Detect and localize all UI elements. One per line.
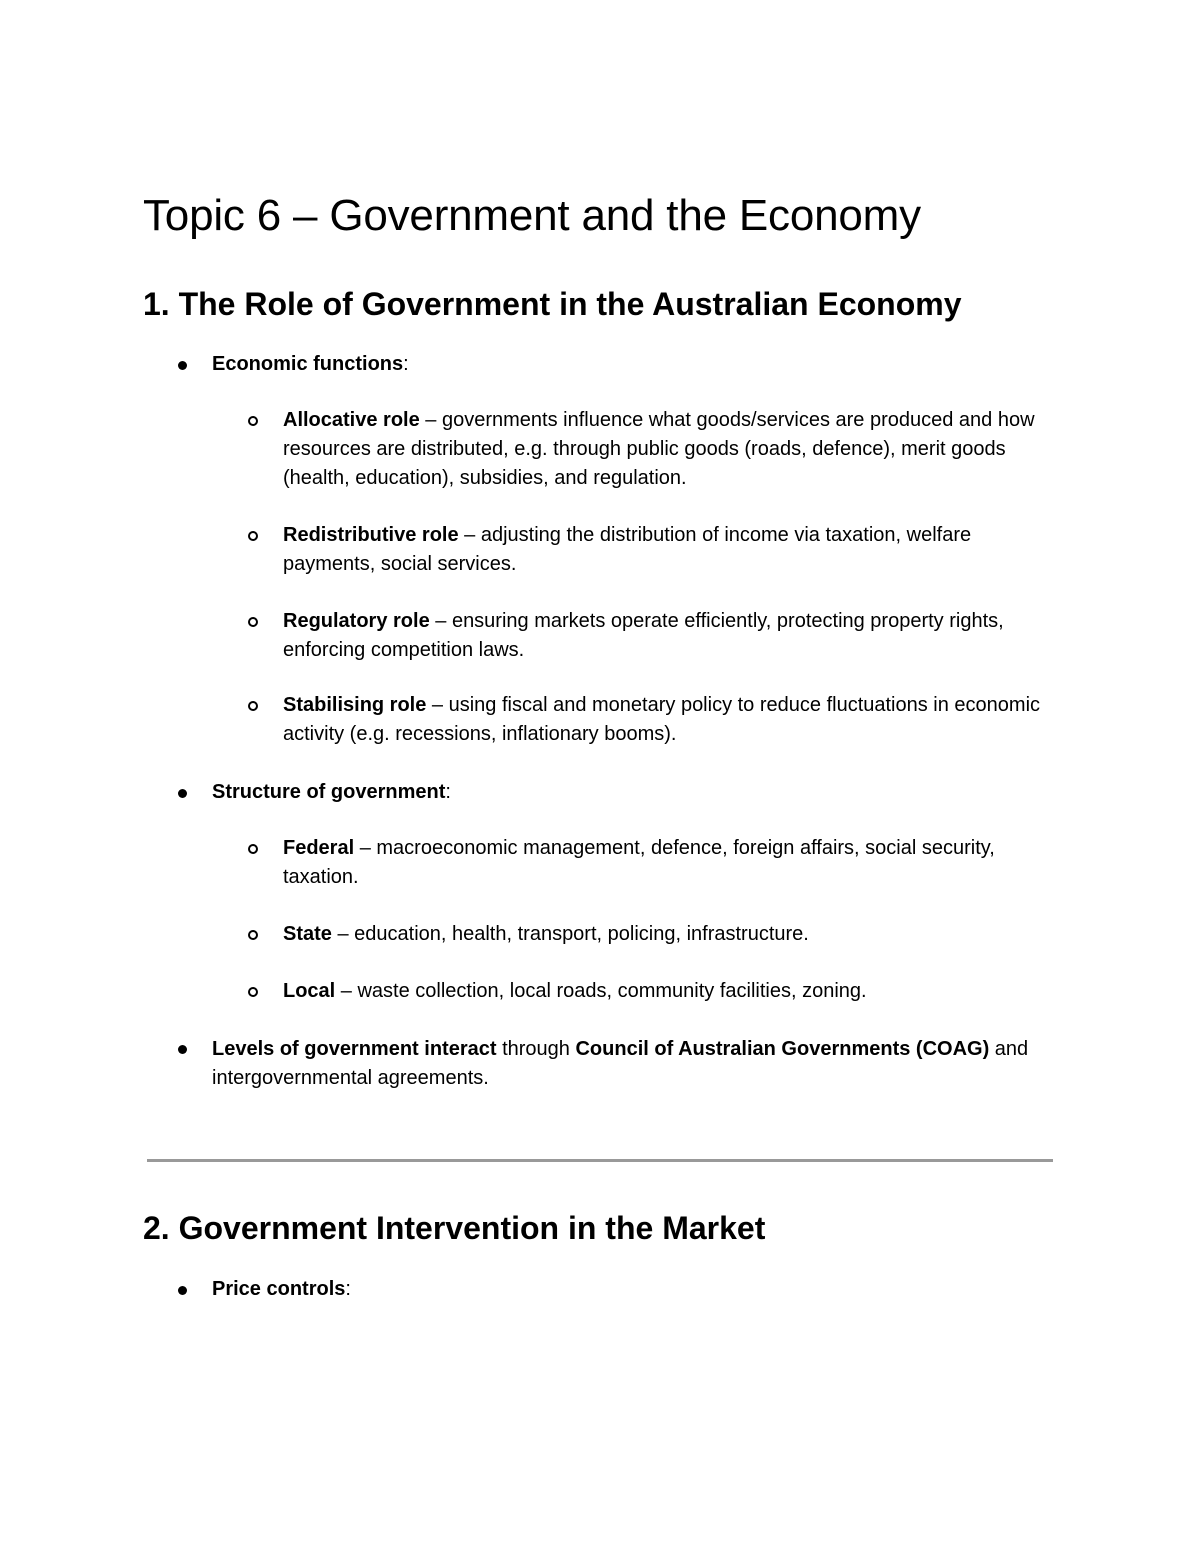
- bullet-icon: [178, 789, 187, 798]
- sub-bullet-icon: [248, 701, 258, 711]
- list-item-redistributive-role: Redistributive role – adjusting the distribution of income via taxation, welfare payments, social services.: [283, 524, 972, 575]
- sub-bullet-icon: [248, 617, 258, 627]
- horizontal-divider: [147, 1159, 1053, 1162]
- sub-bullet-icon: [248, 531, 258, 541]
- economic-functions-label: Economic functions: [212, 353, 404, 375]
- bullet-icon: [178, 1045, 187, 1054]
- list-item-federal: Federal – macroeconomic management, defence, foreign affairs, social security, taxation.: [283, 837, 995, 888]
- list-item-regulatory-role: Regulatory role – ensuring markets operate efficiently, protecting property rights, enforcing competition laws.: [283, 610, 1004, 661]
- bullet-icon: [178, 361, 187, 370]
- list-item-local: Local – waste collection, local roads, community facilities, zoning.: [283, 980, 867, 1002]
- document-title: Topic 6 – Government and the Economy: [143, 191, 921, 240]
- list-item-stabilising-role: Stabilising role – using fiscal and monetary policy to reduce fluctuations in economic activity (e.g. recessions, inflationary booms).: [283, 694, 1041, 745]
- sub-bullet-icon: [248, 416, 258, 426]
- sub-bullet-icon: [248, 930, 258, 940]
- list-item-economic-functions: Economic functions:: [212, 353, 409, 375]
- list-item-structure-of-government: Structure of government:: [212, 781, 451, 803]
- bullet-icon: [178, 1286, 187, 1295]
- sub-bullet-icon: [248, 844, 258, 854]
- section-2-heading: 2. Government Intervention in the Market: [143, 1210, 766, 1246]
- list-item-price-controls: Price controls:: [212, 1278, 351, 1300]
- list-item-state: State – education, health, transport, policing, infrastructure.: [283, 923, 809, 945]
- list-item-levels-interact: Levels of government interact through Council of Australian Governments (COAG) and intergovernmental agreements.: [212, 1038, 1029, 1089]
- section-1-heading: 1. The Role of Government in the Australian Economy: [143, 286, 962, 322]
- list-item-allocative-role: Allocative role – governments influence what goods/services are produced and how resources are distributed, e.g. through public goods (roads, defence), merit goods (health, education), subsidies, and regulation.: [283, 409, 1035, 489]
- sub-bullet-icon: [248, 987, 258, 997]
